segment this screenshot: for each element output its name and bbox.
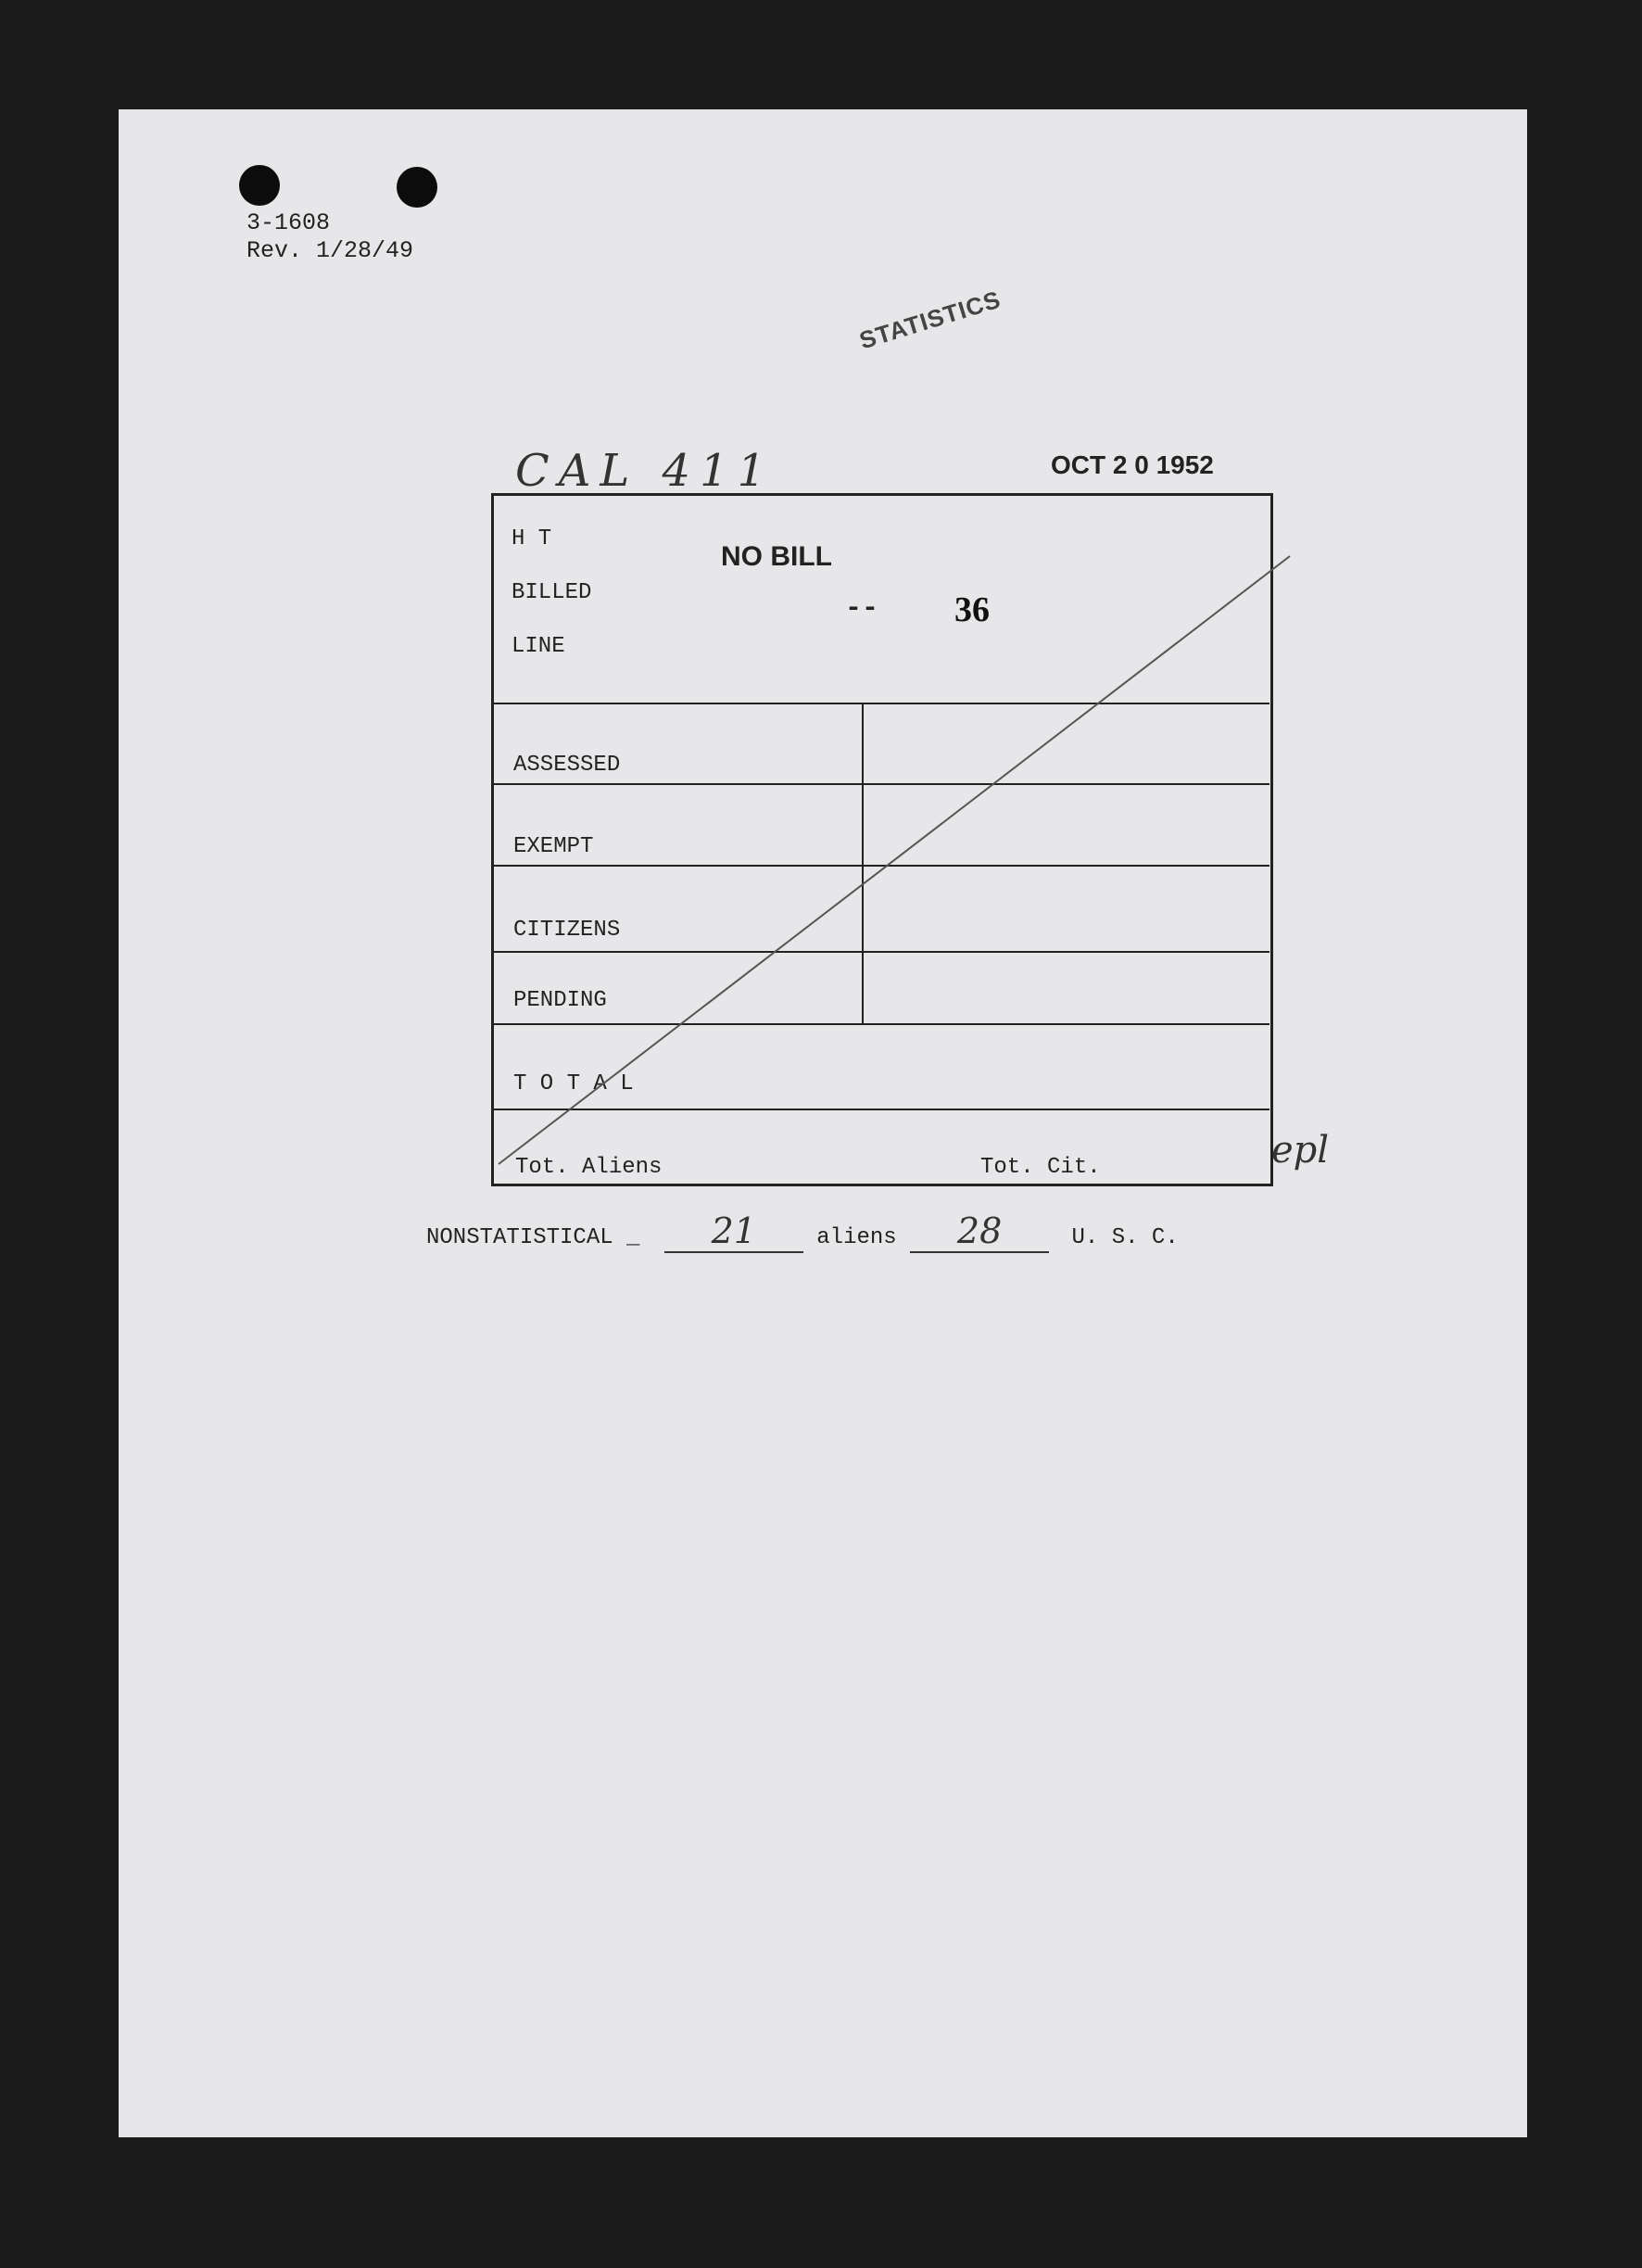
usc-label: U. S. C.	[1071, 1225, 1179, 1250]
tot-cit-label: Tot. Cit.	[980, 1155, 1101, 1180]
line-number-stamp: 36	[954, 590, 990, 629]
handwritten-initials: epl	[1271, 1129, 1330, 1172]
total-label: T O T A L	[513, 1071, 634, 1096]
aliens-count: 21	[664, 1210, 803, 1253]
row-label-assessed: ASSESSED	[513, 753, 621, 778]
date-stamp: OCT 2 0 1952	[1051, 450, 1214, 479]
usc-count: 28	[910, 1210, 1049, 1253]
line-dash: --	[845, 593, 879, 625]
row-label-citizens: CITIZENS	[513, 918, 621, 943]
nonstatistical-line	[426, 1210, 1179, 1253]
form-number: 3-1608	[246, 209, 331, 236]
row-label-exempt: EXEMPT	[513, 834, 594, 859]
label-line: LINE	[512, 634, 565, 659]
nonstatistical-underscore: _	[626, 1225, 640, 1250]
label-billed: BILLED	[512, 580, 592, 605]
label-ht: H T	[512, 526, 552, 551]
form-revision: Rev. 1/28/49	[246, 237, 414, 264]
no-bill-stamp: NO BILL	[721, 541, 832, 572]
row-label-pending: PENDING	[513, 988, 607, 1013]
handwritten-reference: CAL 411	[515, 445, 776, 497]
tot-aliens-label: Tot. Aliens	[515, 1155, 663, 1180]
aliens-label: aliens	[816, 1225, 897, 1250]
nonstatistical-label: NONSTATISTICAL	[426, 1225, 613, 1250]
statistics-stamp: STATISTICS	[855, 285, 1004, 355]
